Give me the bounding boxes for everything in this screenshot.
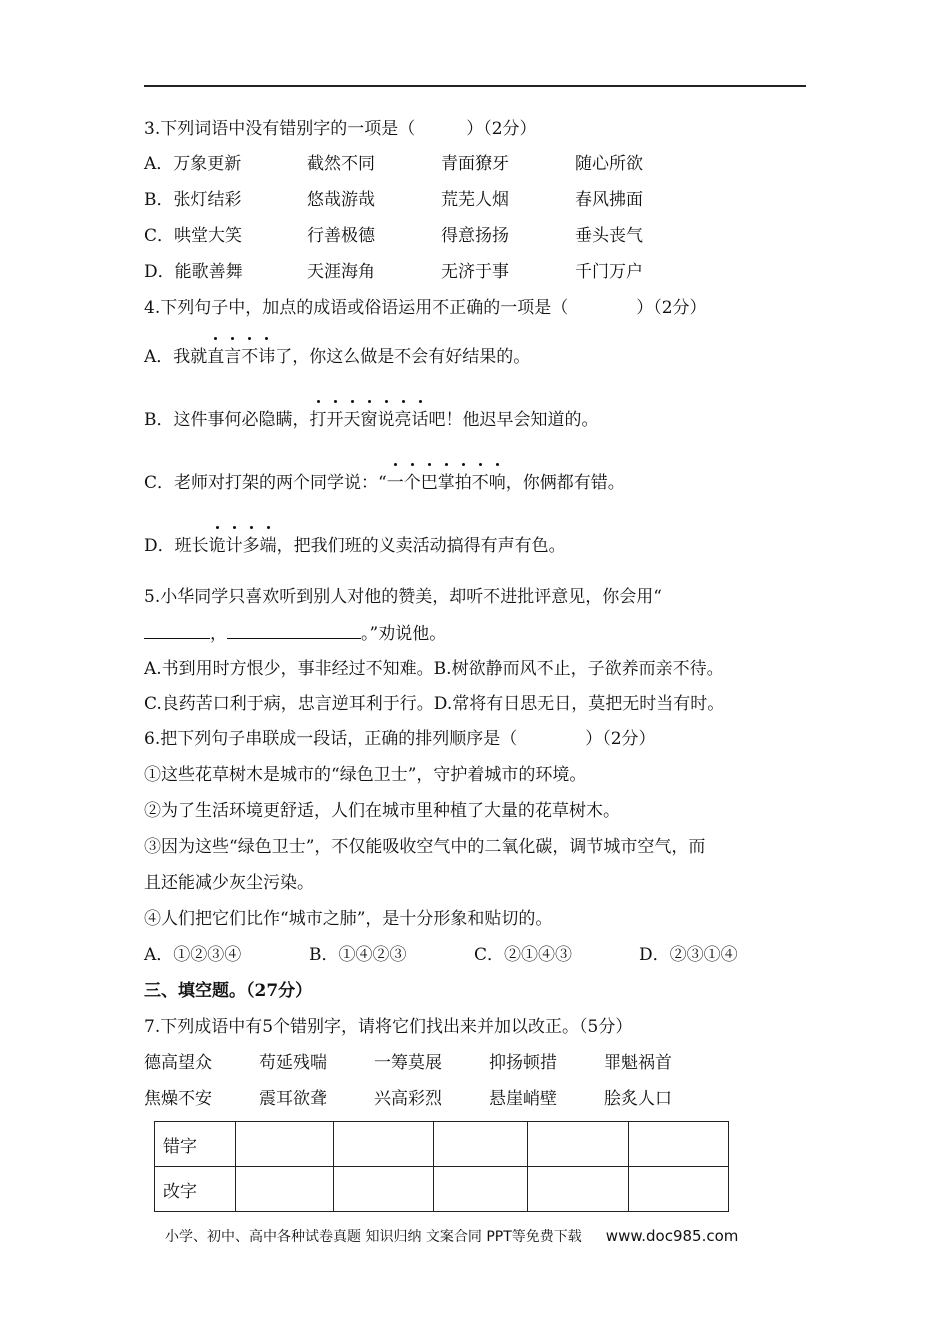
q7-stem: 7.下列成语中有5个错别字，请将它们找出来并加以改正。（5分） <box>144 1017 633 1037</box>
q6-stem: 6.把下列句子串联成一段话，正确的排列顺序是（ ）（2分） <box>144 729 656 749</box>
answer-cell[interactable] <box>629 1122 729 1167</box>
answer-cell[interactable] <box>434 1167 528 1212</box>
footer-url[interactable]: www.doc985.com <box>605 1227 739 1245</box>
section-title: 三、填空题。（27分） <box>144 981 313 1001</box>
q5-options-ab: A.书到用时方恨少，事非经过不知难。B.树欲静而风不止，子欲养而亲不待。 <box>144 659 724 679</box>
correction-table <box>154 1121 729 1212</box>
answer-cell[interactable] <box>629 1167 729 1212</box>
row-label-correct: 改字 <box>155 1167 236 1212</box>
q5-blanks: ， 。”劝说他。 <box>144 622 446 645</box>
q6-sentence-1: ①这些花草树木是城市的“绿色卫士”，守护着城市的环境。 <box>144 765 587 785</box>
q5-options-cd: C.良药苦口利于病，忠言逆耳利于行。D.常将有日思无日，莫把无时当有时。 <box>144 694 725 714</box>
dotted-idiom: 直言不讳 <box>207 346 275 368</box>
q4-option-a: A．我就 直言不讳了，你这么做是不会有好结果的。 <box>144 346 530 368</box>
answer-cell[interactable] <box>334 1122 434 1167</box>
dotted-idiom: 诡计多端 <box>209 535 277 557</box>
answer-cell[interactable] <box>528 1167 629 1212</box>
q3-stem: 3.下列词语中没有错别字的一项是（ ）（2分） <box>144 119 537 139</box>
table-row <box>155 1167 729 1212</box>
q6-sentence-3-cont: 且还能减少灰尘污染。 <box>144 873 314 893</box>
q4-option-d: D．班长 诡计多端，把我们班的义卖活动搞得有声有色。 <box>144 535 566 557</box>
answer-cell[interactable] <box>528 1122 629 1167</box>
q6-sentence-3: ③因为这些“绿色卫士”，不仅能吸收空气中的二氧化碳，调节城市空气，而 <box>144 837 706 857</box>
q6-sentence-2: ②为了生活环境更舒适，人们在城市里种植了大量的花草树木。 <box>144 801 620 821</box>
answer-cell[interactable] <box>334 1167 434 1212</box>
footer <box>165 1226 738 1246</box>
answer-blank[interactable] <box>144 622 210 639</box>
q4-option-c: C．老师对打架的两个同学说：“ 一个巴掌拍不响，你俩都有错。 <box>144 472 625 494</box>
answer-cell[interactable] <box>434 1122 528 1167</box>
dotted-idiom: 一个巴掌拍不响 <box>387 472 506 494</box>
answer-cell[interactable] <box>236 1167 334 1212</box>
answer-cell[interactable] <box>236 1122 334 1167</box>
footer-text: 小学、初中、高中各种试卷真题 知识归纳 文案合同 PPT等免费下载 <box>165 1229 582 1245</box>
q5-stem: 5.小华同学只喜欢听到别人对他的赞美，却听不进批评意见，你会用“ <box>144 587 662 607</box>
table-row <box>155 1122 729 1167</box>
q4-stem: 4.下列句子中，加点的成语或俗语运用不正确的一项是（ ）（2分） <box>144 298 707 318</box>
dotted-idiom: 打开天窗说亮话 <box>310 409 429 431</box>
row-label-wrong: 错字 <box>155 1122 236 1167</box>
q6-sentence-4: ④人们把它们比作“城市之肺”，是十分形象和贴切的。 <box>144 909 553 929</box>
answer-blank[interactable] <box>227 622 361 639</box>
q4-option-b: B．这件事何必隐瞒， 打开天窗说亮话吧！他迟早会知道的。 <box>144 409 599 431</box>
header-rule <box>144 85 806 87</box>
